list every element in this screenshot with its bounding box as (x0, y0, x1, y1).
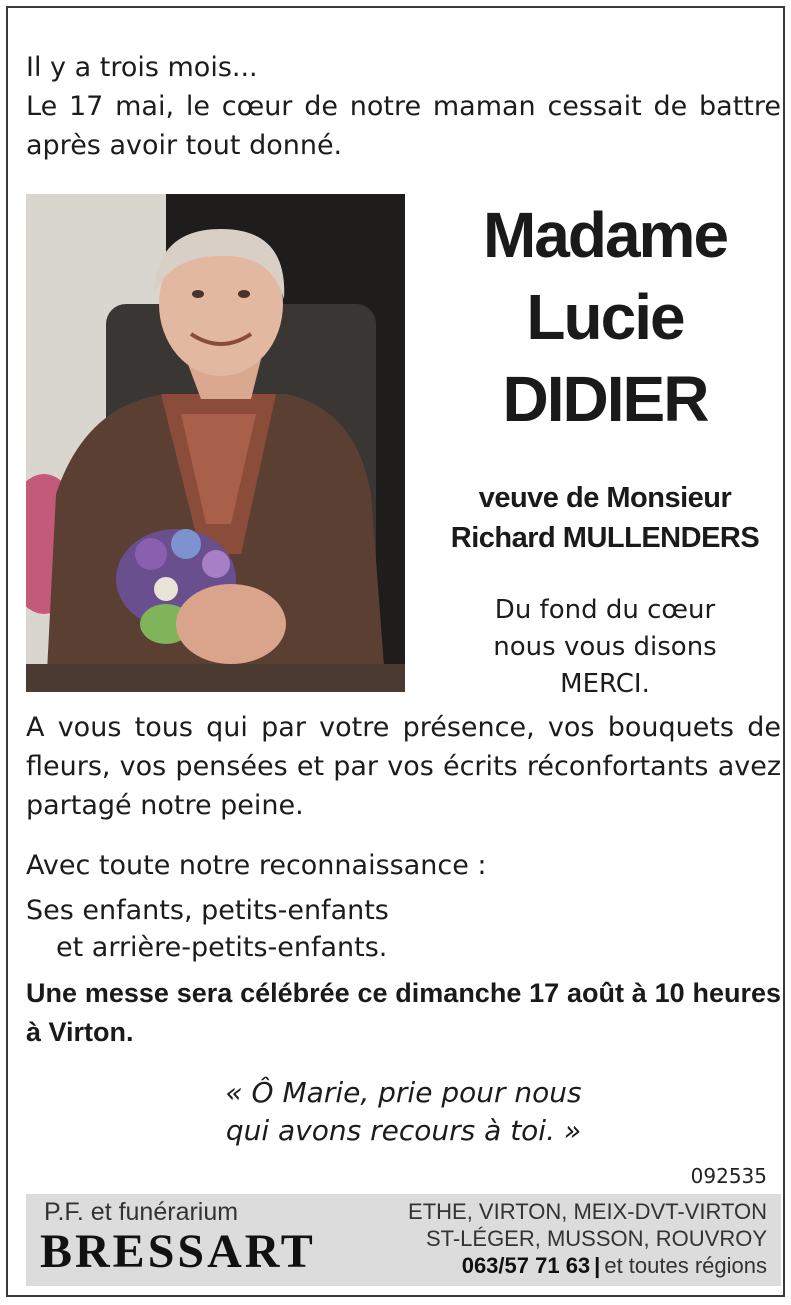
locations-line-2: ST-LÉGER, MUSSON, ROUVROY (425, 1226, 767, 1251)
merci-line-1: Du fond du cœur (494, 595, 716, 625)
locations-line-1: ETHE, VIRTON, MEIX-DVT-VIRTON (408, 1199, 767, 1224)
obituary-notice (6, 6, 785, 1297)
mass-announcement: Une messe sera célébrée ce dimanche 17 août à 10 heures à Virton. (26, 978, 781, 1047)
family-line-1: Ses enfants, petits-enfants (26, 895, 389, 926)
merci-line-3: MERCI. (560, 669, 650, 699)
intro-text (26, 48, 781, 165)
merci-message (420, 592, 790, 703)
prayer-line-1: « Ô Marie, prie pour nous (225, 1076, 582, 1109)
spouse-line-1: veuve de Monsieur (478, 482, 732, 514)
family-line-2: et arrière-petits-enfants. (56, 932, 388, 963)
regions-text: et toutes régions (604, 1253, 767, 1278)
phone-number: 063/57 71 63 (461, 1253, 591, 1278)
merci-line-2: nous vous disons (493, 632, 717, 662)
thanks-paragraph: A vous tous qui par votre présence, vos bouquets de fleurs, vos pensées et par vos écrits réconfortants avez partagé notre peine. (26, 712, 781, 821)
portrait-photo (26, 194, 405, 692)
name-title: Madame (482, 199, 728, 271)
spouse-info (420, 478, 790, 558)
name-first: Lucie (526, 281, 684, 353)
funeral-home-banner (26, 1194, 781, 1286)
funeral-home-logo: BRESSART (40, 1225, 316, 1278)
name-last: DIDIER (502, 363, 708, 435)
family-signature (26, 892, 781, 966)
separator: | (594, 1253, 601, 1278)
reference-number: 092535 (690, 1164, 767, 1188)
funeral-home-locations (408, 1198, 767, 1279)
intro-line-2: Le 17 mai, le cœur de notre maman cessait de battre après avoir tout donné. (26, 91, 781, 161)
prayer-line-2: qui avons recours à toi. » (225, 1114, 582, 1147)
reconnaissance-line: Avec toute notre reconnaissance : (26, 850, 487, 881)
funeral-home-subtitle: P.F. et funérarium (44, 1198, 239, 1226)
intro-line-1: Il y a trois mois... (26, 52, 258, 83)
prayer-quote (26, 1074, 781, 1150)
deceased-name (420, 194, 790, 440)
contact-line (408, 1252, 767, 1279)
spouse-line-2: Richard MULLENDERS (450, 522, 760, 554)
